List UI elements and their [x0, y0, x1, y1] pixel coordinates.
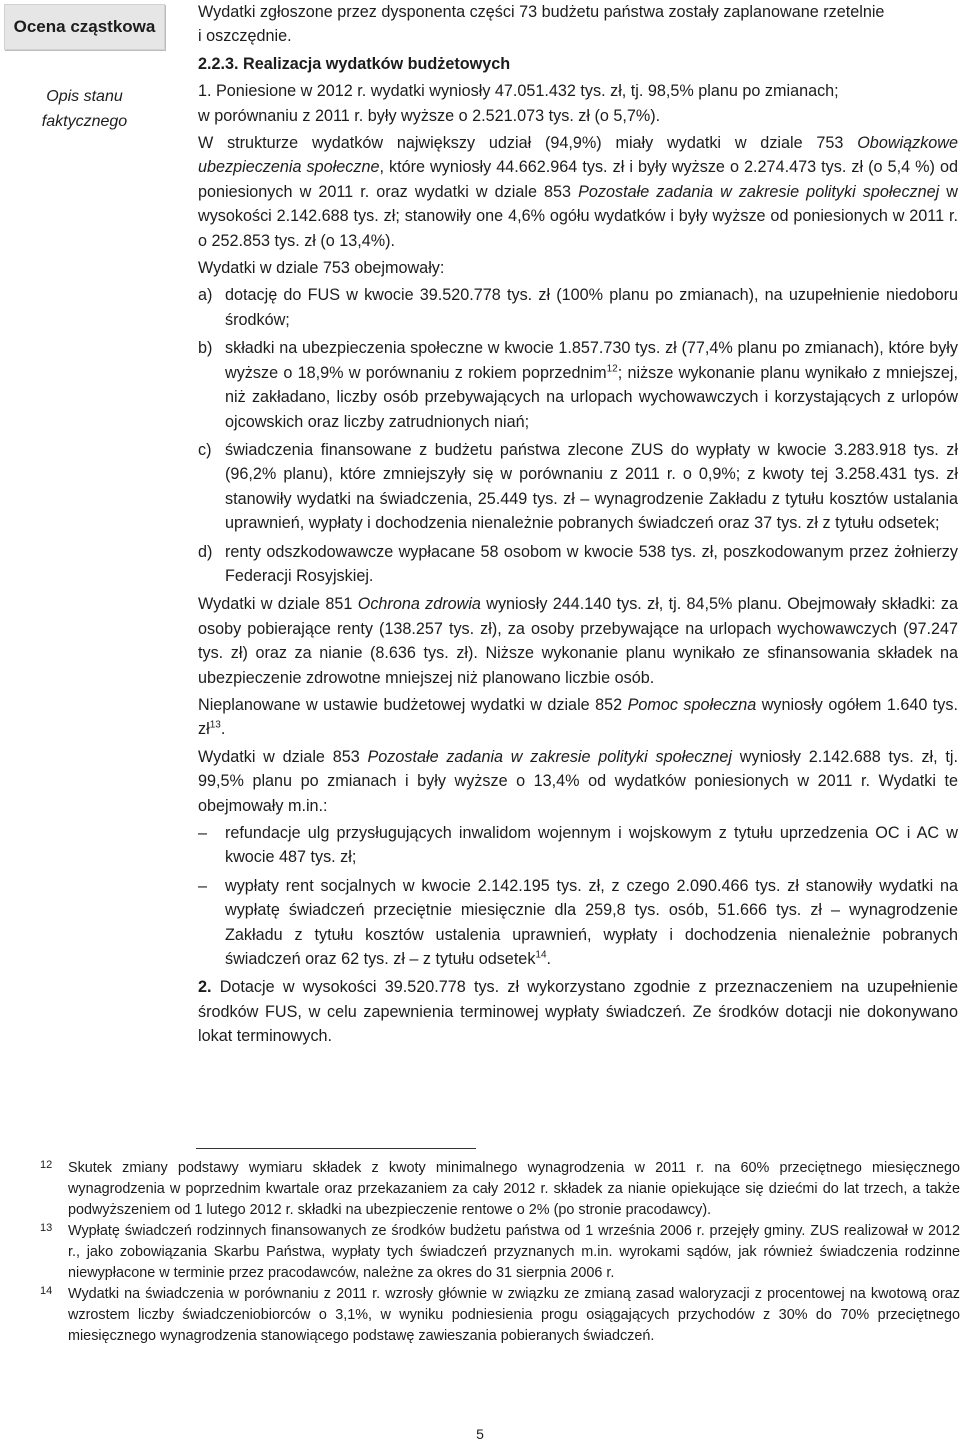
paragraph-7 — [198, 975, 958, 1048]
paragraph-3: Wydatki w dziale 753 obejmowały: — [198, 259, 445, 278]
side-label-line2: faktycznego — [41, 113, 128, 130]
list-text: świadczenia finansowane z budżetu państwa zlecone ZUS do wypłaty w kwocie 3.283.918 tys. zł (96,2% planu), które zmniejszyły się w porównaniu z 2011 r. o 0,9%; z kwoty tej 3.258.431 tys. zł stanowiły wydatki na świadczenia, 25.449 tys. zł – wynagrodzenie Zakładu z tytułu kosztów ustalania uprawnień, wypłaty i dochodzenia nienależnie pobranych świadczeń oraz 37 tys. zł z tytułu odsetek; — [225, 440, 958, 533]
paragraph-1 — [198, 79, 958, 128]
list-marker: a) — [198, 286, 213, 305]
list-text: refundacje ulg przysługujących inwalidom wojennym i wojskowym z tytułu uprzedzenia OC i AC w kwocie 487 tys. zł; — [225, 824, 958, 867]
list-marker: – — [198, 876, 208, 895]
footnotes — [40, 1158, 960, 1347]
footnote-ref: 12 — [606, 363, 618, 375]
intro-line2: i oszczędnie. — [198, 27, 292, 46]
p4-c: wyniosły 244.140 tys. zł, tj. 84,5% planu. Obejmowały składki: za osoby pobierające renty (138.257 tys. zł), za osoby przebywające na urlopach wychowawczych (97.247 tys. zł) oraz za nianie (8.636 tys. zł). Niższe wykonanie planu wynikało ze sfinansowania składek na ubezpieczenie zdrowotne mniejszej niż planowano liczbie osób. — [198, 595, 958, 687]
footnote-divider — [196, 1148, 476, 1149]
footnote — [40, 1158, 960, 1221]
footnote-ref: 13 — [209, 719, 221, 731]
list-marker: – — [198, 824, 208, 842]
list-item — [198, 821, 958, 870]
p6-c: wyniosły 2.142.688 tys. zł, tj. 99,5% planu po zmianach i były wyższe o 13,4% od wydatków poniesionych w 2011 r. Wydatki te obejmowały m.in.: — [198, 747, 958, 815]
p6-a: Wydatki w dziale 853 — [198, 747, 368, 766]
p4-b: Ochrona zdrowia — [357, 595, 481, 614]
list-text-b: ; niższe wykonanie planu wynikało z mniejszej, niż zakładano, liczby osób przebywających na urlopach wychowawczych i korzystających z urlopów ojcowskich oraz liczby zatrudnionych niań; — [225, 363, 958, 431]
intro-paragraph — [198, 0, 958, 49]
footnote-text: Wydatki na świadczenia w porównaniu z 2011 r. wzrosły głównie w związku ze zmianą zasad waloryzacji z procentowej na kwotową oraz wzrostem liczby świadczeniobiorców o 3,1%, w wyniku podniesienia progu osiągających przychodów z 30% do 70% przeciętnego miesięcznego wynagrodzenia stanowiącego podstawę zawieszania pobieranych świadczeń. — [68, 1286, 960, 1344]
footnote — [40, 1221, 960, 1284]
list-marker: d) — [198, 542, 213, 561]
side-label — [4, 84, 165, 134]
footnote-number: 13 — [40, 1222, 53, 1234]
p5-b: Pomoc społeczna — [627, 695, 757, 714]
footnote — [40, 1284, 960, 1347]
list-item — [198, 438, 958, 536]
p2-c: , które wyniosły 44.662.964 tys. zł i były wyższe o 2.274.473 tys. zł (o 5,4 %) od poniesionych w 2011 r. oraz wydatki w dziale 853 — [198, 158, 958, 201]
p7-text: Dotacje w wysokości 39.520.778 tys. zł wykorzystano zgodnie z przeznaczeniem na uzupełnienie środków FUS, w celu zapewnienia terminowej wypłaty świadczeń. Ze środków dotacji nie dokonywano lokat terminowych. — [198, 978, 958, 1046]
list-text: renty odszkodowawcze wypłacane 58 osobom w kwocie 538 tys. zł, poszkodowanym przez żołnierzy Federacji Rosyjskiej. — [225, 542, 958, 585]
main-content — [198, 0, 958, 1052]
section-title-box — [4, 4, 165, 50]
section-title: Ocena cząstkowa — [13, 17, 156, 36]
intro-line1: Wydatki zgłoszone przez dysponenta części 73 budżetu państwa zostały zaplanowane rzetelnie — [198, 3, 885, 21]
list-item — [198, 874, 958, 972]
list-text-a: składki na ubezpieczenia społeczne w kwocie 1.857.730 tys. zł (77,4% planu po zmianach), które były wyższe o 18,9% w porównaniu z rokiem poprzednim — [225, 339, 958, 382]
paragraph-4 — [198, 592, 958, 690]
p5-d: . — [220, 720, 226, 739]
side-label-line1: Opis stanu — [46, 88, 123, 105]
paragraph-2 — [198, 131, 958, 253]
p6-b: Pozostałe zadania w zakresie polityki społecznej — [367, 747, 733, 766]
p2-b: Obowiązkowe ubezpieczenia społeczne — [198, 134, 958, 177]
list-marker: c) — [198, 440, 212, 459]
list-text-b: . — [546, 950, 552, 969]
footnote-text: Wypłatę świadczeń rodzinnych finansowanych ze środków budżetu państwa od 1 września 2006 r. przejęły gminy. ZUS realizował w 2012 r., jako zobowiązania Skarbu Państwa, wypłaty tych świadczeń przyznanych m.in. wyrokami sądów, jak również świadczenia rodzinne niewypłacone w terminie przez pracodawców, należne za okres do 31 sierpnia 2006 r. — [68, 1223, 960, 1281]
p5-c: wyniosły ogółem 1.640 tys. zł — [198, 695, 958, 739]
footnote-text: Skutek zmiany podstawy wymiaru składek z kwoty minimalnego wynagrodzenia w 2011 r. na 60% przeciętnego miesięcznego wynagrodzenia w poprzednim kwartale oraz przekazaniem za cały 2012 r. składek za nianie opiekujące się dziećmi do lat trzech, a także podwyższeniem od 1 lutego 2012 r. składki na ubezpieczenie rentowe o 2% (po stronie pracodawcy). — [68, 1160, 960, 1218]
p4-a: Wydatki w dziale 851 — [198, 595, 358, 614]
p5-a: Nieplanowane w ustawie budżetowej wydatki w dziale 852 — [198, 695, 628, 714]
p2-d: Pozostałe zadania w zakresie polityki społecznej — [578, 182, 940, 201]
paragraph-1-line1: 1. Poniesione w 2012 r. wydatki wyniosły 47.051.432 tys. zł, tj. 98,5% planu po zmianach; — [198, 82, 839, 101]
list-marker: b) — [198, 339, 213, 358]
list-item — [198, 283, 958, 332]
list-text: dotację do FUS w kwocie 39.520.778 tys. zł (100% planu po zmianach), na uzupełnienie niedoboru środków; — [225, 286, 958, 329]
p2-a: W strukturze wydatków największy udział (94,9%) miały wydatki w dziale 753 — [198, 134, 858, 153]
list-item — [198, 540, 958, 589]
paragraph-6 — [198, 745, 958, 818]
list-text-a: wypłaty rent socjalnych w kwocie 2.142.195 tys. zł, z czego 2.090.466 tys. zł stanowiły wydatki na wypłatę świadczeń przeciętnie miesięcznie dla 259,8 tys. osób, 51.666 tys. zł – wynagrodzenie Zakładu z tytułu kosztów ustalenia uprawnień, wypłaty i dochodzenia nienależnie pobranych świadczeń oraz 62 tys. zł – z tytułu odsetek — [225, 876, 958, 969]
footnote-number: 12 — [40, 1159, 53, 1171]
p7-num: 2. — [198, 978, 212, 997]
paragraph-1-line2: w porównaniu z 2011 r. były wyższe o 2.521.073 tys. zł (o 5,7%). — [198, 106, 661, 125]
footnote-number: 14 — [40, 1285, 53, 1297]
list-item — [198, 336, 958, 434]
p2-e: w wysokości 2.142.688 tys. zł; stanowiły one 4,6% ogółu wydatków i były wyższe od poniesionych w 2011 r. o 252.853 tys. zł (o 13,4%). — [198, 182, 958, 250]
footnote-ref: 14 — [535, 949, 547, 961]
section-heading — [198, 52, 958, 76]
section-heading-text: 2.2.3. Realizacja wydatków budżetowych — [198, 54, 511, 73]
paragraph-5 — [198, 693, 958, 742]
page-number: 5 — [476, 1426, 484, 1442]
